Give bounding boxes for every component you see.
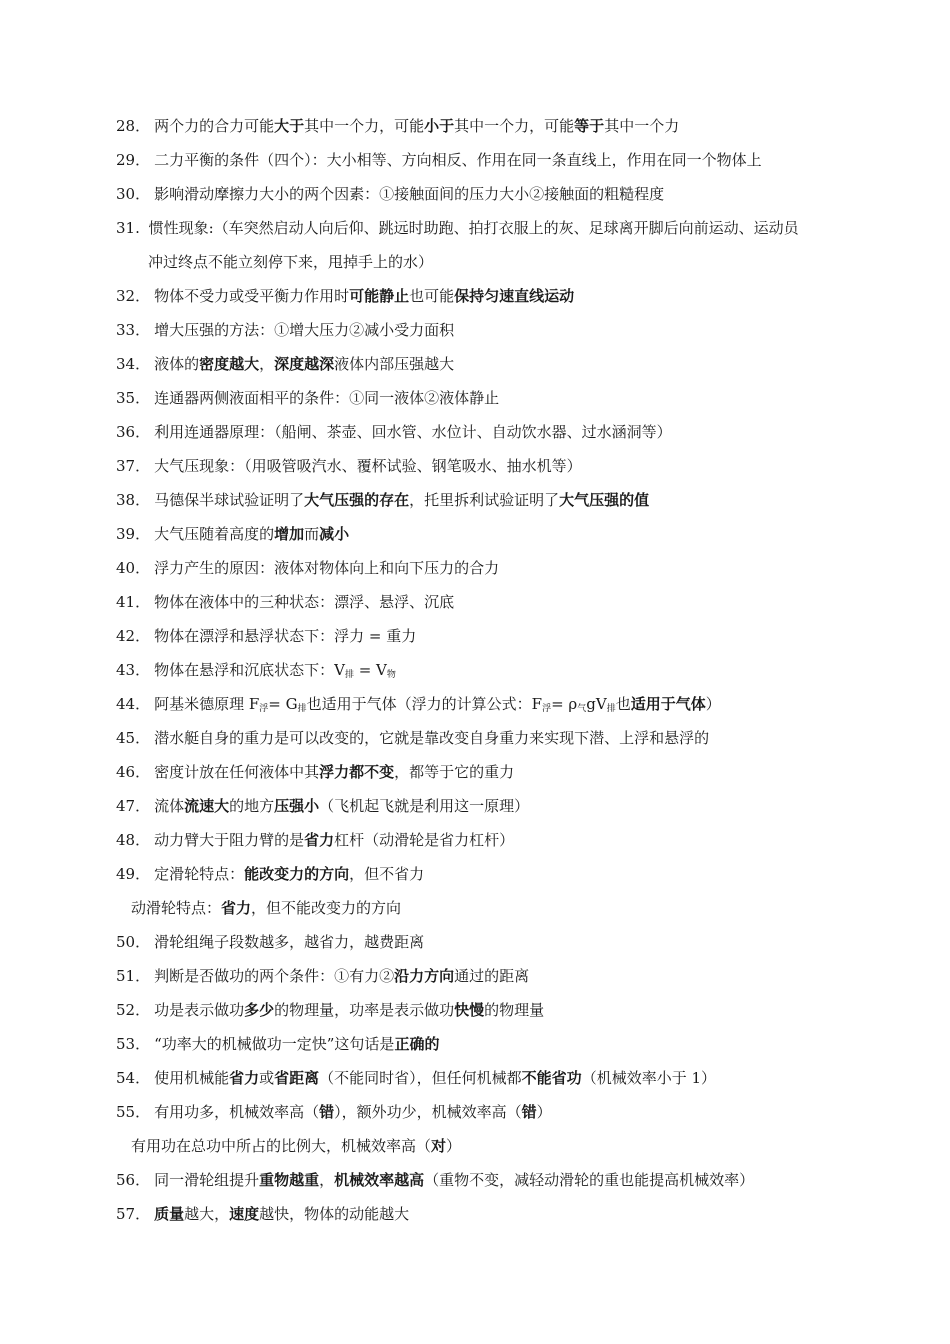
item-number: 53． xyxy=(116,1035,151,1053)
item-49-continuation xyxy=(131,898,850,918)
text-segment: 有用功多，机械效率高（ xyxy=(154,1103,320,1121)
text-segment: 液体的 xyxy=(154,355,200,373)
text-segment: 越大， xyxy=(184,1205,230,1223)
text-segment: 或 xyxy=(259,1069,275,1087)
text-segment: 二力平衡的条件（四个）：大小相等、方向相反、作用在同一条直线上，作用在同一个物体上 xyxy=(154,151,762,169)
text-segment: 连通器两侧液面相平的条件：①同一液体②液体静止 xyxy=(154,389,500,407)
item-33 xyxy=(116,320,850,340)
item-number: 51． xyxy=(116,967,151,985)
item-number: 52． xyxy=(116,1001,151,1019)
bold-term: 正确的 xyxy=(394,1035,440,1053)
item-number: 38． xyxy=(116,491,151,509)
text-segment: 其中一个力，可能 xyxy=(454,117,575,135)
item-number: 34． xyxy=(116,355,151,373)
subscript: 排 xyxy=(606,704,616,714)
bold-term: 增加 xyxy=(274,525,305,543)
text-segment: ） xyxy=(705,695,721,713)
text-segment: 其中一个力 xyxy=(604,117,680,135)
item-number: 44． xyxy=(116,695,151,713)
bold-term: 省距离 xyxy=(274,1069,320,1087)
bold-term: 密度越大 xyxy=(199,355,260,373)
text-segment: 动力臂大于阻力臂的是 xyxy=(154,831,305,849)
item-number: 30． xyxy=(116,185,151,203)
text-segment: = ρ xyxy=(551,695,578,713)
text-segment: （飞机起飞就是利用这一原理） xyxy=(319,797,530,815)
subscript: 气 xyxy=(577,704,587,714)
text-segment: “功率大的机械做功一定快”这句话是 xyxy=(154,1035,395,1053)
bold-term: 沿力方向 xyxy=(394,967,455,985)
bold-term: 重物越重 xyxy=(259,1171,320,1189)
text-segment: 马德保半球试验证明了 xyxy=(154,491,305,509)
item-30 xyxy=(116,184,850,204)
text-segment: 杠杆（动滑轮是省力杠杆） xyxy=(334,831,515,849)
text-segment: 的物理量，功率是表示做功 xyxy=(274,1001,455,1019)
text-segment: ，托里拆利试验证明了 xyxy=(409,491,560,509)
bold-term: 流速大 xyxy=(184,797,230,815)
text-segment: 增大压强的方法：①增大压力②减小受力面积 xyxy=(154,321,455,339)
item-number: 45． xyxy=(116,729,151,747)
item-46 xyxy=(116,762,850,782)
text-segment: 大气压随着高度的 xyxy=(154,525,275,543)
item-number: 40． xyxy=(116,559,151,577)
text-segment: 同一滑轮组提升 xyxy=(154,1171,260,1189)
bold-term: 省力 xyxy=(221,899,252,917)
text-segment: （机械效率小于 1） xyxy=(581,1069,716,1087)
bold-term: 浮力都不变 xyxy=(319,763,395,781)
text-segment: （不能同时省），但任何机械都 xyxy=(319,1069,522,1087)
bold-term: 大于 xyxy=(274,117,305,135)
text-segment: 利用连通器原理：（船闸、茶壶、回水管、水位计、自动饮水器、过水涵洞等） xyxy=(154,423,672,441)
item-52 xyxy=(116,1000,850,1020)
text-segment: 有用功在总功中所占的比例大，机械效率高（ xyxy=(131,1137,432,1155)
bold-term: 速度 xyxy=(229,1205,260,1223)
bold-term: 可能静止 xyxy=(349,287,410,305)
bold-term: 保持匀速直线运动 xyxy=(454,287,575,305)
text-segment: 密度计放在任何液体中其 xyxy=(154,763,320,781)
item-number: 29． xyxy=(116,151,151,169)
item-number: 42． xyxy=(116,627,151,645)
item-number: 28． xyxy=(116,117,151,135)
item-49 xyxy=(116,864,850,884)
item-number: 55． xyxy=(116,1103,151,1121)
text-segment: 而 xyxy=(304,525,320,543)
item-number: 36． xyxy=(116,423,151,441)
item-41 xyxy=(116,592,850,612)
text-segment: 也 xyxy=(615,695,631,713)
item-50 xyxy=(116,932,850,952)
text-segment: 潜水艇自身的重力是可以改变的，它就是靠改变自身重力来实现下潜、上浮和悬浮的 xyxy=(154,729,710,747)
item-number: 56． xyxy=(116,1171,151,1189)
item-43 xyxy=(116,660,850,685)
item-31-continuation xyxy=(148,252,850,272)
text-segment: = V xyxy=(353,661,387,679)
text-segment: ，但不省力 xyxy=(349,865,425,883)
item-28 xyxy=(116,116,850,136)
text-segment: gV xyxy=(586,695,607,713)
item-number: 37． xyxy=(116,457,151,475)
text-segment: ，都等于它的重力 xyxy=(394,763,515,781)
text-segment: 影响滑动摩擦力大小的两个因素：①接触面间的压力大小②接触面的粗糙程度 xyxy=(154,185,665,203)
bold-term: 错 xyxy=(319,1103,335,1121)
bold-term: 不能省功 xyxy=(521,1069,582,1087)
item-number: 41． xyxy=(116,593,151,611)
item-number: 50． xyxy=(116,933,151,951)
item-55-continuation xyxy=(131,1136,850,1156)
text-segment: 液体内部压强越大 xyxy=(334,355,455,373)
bold-term: 等于 xyxy=(574,117,605,135)
item-55 xyxy=(116,1102,850,1122)
bold-term: 小于 xyxy=(424,117,455,135)
text-segment: 惯性现象:（车突然启动人向后仰、跳远时助跑、拍打衣服上的灰、足球离开脚后向前运动、运动员 xyxy=(148,219,799,237)
text-segment: 越快，物体的动能越大 xyxy=(259,1205,410,1223)
item-54 xyxy=(116,1068,850,1088)
item-number: 57． xyxy=(116,1205,151,1223)
text-segment: 物体在悬浮和沉底状态下：V xyxy=(154,661,345,679)
item-47 xyxy=(116,796,850,816)
text-segment: 冲过终点不能立刻停下来，甩掉手上的水） xyxy=(148,253,434,271)
text-segment: 的物理量 xyxy=(484,1001,545,1019)
item-number: 46． xyxy=(116,763,151,781)
item-45 xyxy=(116,728,850,748)
item-number: 49． xyxy=(116,865,151,883)
bold-term: 压强小 xyxy=(274,797,320,815)
item-36 xyxy=(116,422,850,442)
item-number: 48． xyxy=(116,831,151,849)
text-segment: 滑轮组绳子段数越多，越省力，越费距离 xyxy=(154,933,425,951)
item-31 xyxy=(116,218,850,238)
bold-term: 减小 xyxy=(319,525,350,543)
bold-term: 质量 xyxy=(154,1205,185,1223)
text-segment: 定滑轮特点： xyxy=(154,865,245,883)
bold-term: 大气压强的存在 xyxy=(304,491,410,509)
text-segment: 使用机械能 xyxy=(154,1069,230,1087)
item-44 xyxy=(116,694,850,719)
text-segment: 判断是否做功的两个条件：①有力② xyxy=(154,967,395,985)
text-segment: ， xyxy=(259,355,275,373)
text-segment: 也适用于气体（浮力的计算公式：F xyxy=(306,695,543,713)
text-segment: 浮力产生的原因：液体对物体向上和向下压力的合力 xyxy=(154,559,500,577)
bold-term: 能改变力的方向 xyxy=(244,865,350,883)
item-number: 32． xyxy=(116,287,151,305)
bold-term: 快慢 xyxy=(454,1001,485,1019)
text-segment: 功是表示做功 xyxy=(154,1001,245,1019)
text-segment: ） xyxy=(536,1103,552,1121)
text-segment: 通过的距离 xyxy=(454,967,530,985)
item-42 xyxy=(116,626,850,646)
text-segment: ，但不能改变力的方向 xyxy=(251,899,402,917)
text-segment: = G xyxy=(268,695,298,713)
item-56 xyxy=(116,1170,850,1190)
bold-term: 深度越深 xyxy=(274,355,335,373)
item-37 xyxy=(116,456,850,476)
item-number: 54． xyxy=(116,1069,151,1087)
bold-term: 省力 xyxy=(304,831,335,849)
text-segment: ），额外功少，机械效率高（ xyxy=(334,1103,522,1121)
item-29 xyxy=(116,150,850,170)
item-40 xyxy=(116,558,850,578)
subscript: 排 xyxy=(344,670,354,680)
item-51 xyxy=(116,966,850,986)
item-number: 31. xyxy=(116,219,145,237)
bold-term: 省力 xyxy=(229,1069,260,1087)
item-48 xyxy=(116,830,850,850)
item-39 xyxy=(116,524,850,544)
bold-term: 对 xyxy=(431,1137,447,1155)
item-38 xyxy=(116,490,850,510)
bold-term: 多少 xyxy=(244,1001,275,1019)
subscript: 浮 xyxy=(259,704,269,714)
text-segment: 也可能 xyxy=(409,287,455,305)
subscript: 排 xyxy=(297,704,307,714)
text-segment: 动滑轮特点： xyxy=(131,899,222,917)
text-segment: 流体 xyxy=(154,797,185,815)
text-segment: 物体在液体中的三种状态：漂浮、悬浮、沉底 xyxy=(154,593,455,611)
item-number: 35． xyxy=(116,389,151,407)
text-segment: ） xyxy=(446,1137,462,1155)
bold-term: 适用于气体 xyxy=(630,695,706,713)
text-segment: 物体在漂浮和悬浮状态下：浮力 = 重力 xyxy=(154,627,417,645)
subscript: 物 xyxy=(386,670,396,680)
subscript: 浮 xyxy=(542,704,552,714)
text-segment: （重物不变，减轻动滑轮的重也能提高机械效率） xyxy=(424,1171,755,1189)
text-segment: 阿基米德原理 F xyxy=(154,695,260,713)
item-35 xyxy=(116,388,850,408)
text-segment: 物体不受力或受平衡力作用时 xyxy=(154,287,350,305)
item-number: 43． xyxy=(116,661,151,679)
text-segment: 大气压现象：（用吸管吸汽水、覆杯试验、钢笔吸水、抽水机等） xyxy=(154,457,582,475)
item-number: 39． xyxy=(116,525,151,543)
text-segment: 其中一个力，可能 xyxy=(304,117,425,135)
item-number: 33． xyxy=(116,321,151,339)
bold-term: 大气压强的值 xyxy=(559,491,650,509)
bold-term: 机械效率越高 xyxy=(334,1171,425,1189)
item-57 xyxy=(116,1204,850,1224)
text-segment: ， xyxy=(319,1171,335,1189)
item-32 xyxy=(116,286,850,306)
item-53 xyxy=(116,1034,850,1054)
bold-term: 错 xyxy=(521,1103,537,1121)
item-34 xyxy=(116,354,850,374)
item-number: 47． xyxy=(116,797,151,815)
text-segment: 的地方 xyxy=(229,797,275,815)
text-segment: 两个力的合力可能 xyxy=(154,117,275,135)
